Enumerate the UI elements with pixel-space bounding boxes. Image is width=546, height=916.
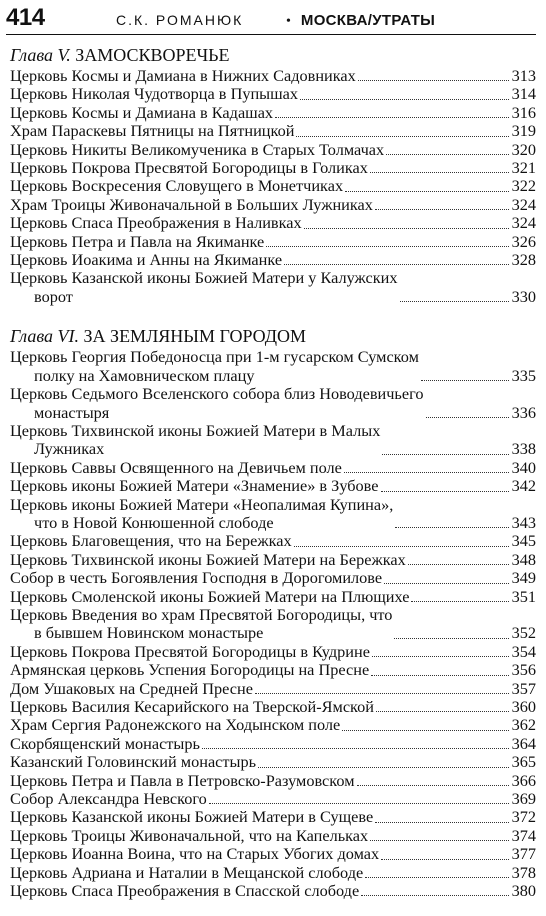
toc-chapter xyxy=(6,45,536,306)
toc-page-number: 365 xyxy=(511,752,536,772)
toc-entry-title xyxy=(10,882,359,900)
toc-list xyxy=(6,67,536,306)
toc-page-number: 324 xyxy=(511,194,536,214)
toc-entry-title-line1: Церковь Петра и Павла в Петровско-Разумовском xyxy=(10,770,355,790)
toc-entry-title xyxy=(10,269,398,306)
toc-entry-title xyxy=(10,643,370,661)
toc-page-number: 369 xyxy=(511,789,536,809)
toc-entry-title-line2: монастыря xyxy=(34,402,110,422)
toc-page-number: 322 xyxy=(511,176,536,196)
toc-entry xyxy=(10,233,536,251)
toc-entry-title-line1: Храм Сергия Радонежского на Ходынском поле xyxy=(10,715,341,735)
table-of-contents xyxy=(6,45,536,900)
toc-entry-title xyxy=(10,496,393,533)
toc-entry-title xyxy=(10,551,406,569)
toc-entry-title-line1: Церковь Воскресения Словущего в Монетчиках xyxy=(10,176,344,196)
toc-entry-title xyxy=(10,532,292,550)
toc-entry-title xyxy=(10,680,253,698)
toc-entry xyxy=(10,753,536,771)
dot-leader xyxy=(358,80,509,81)
toc-page-number: 313 xyxy=(511,66,536,85)
toc-page-number: 360 xyxy=(511,697,536,716)
toc-entry-title-line1: Церковь Тихвинской иконы Божией Матери в Малых xyxy=(10,420,381,440)
toc-entry-title xyxy=(10,661,369,679)
toc-entry-title xyxy=(10,588,409,606)
dot-leader xyxy=(371,675,509,676)
toc-entry-title-line1: Церковь Николая Чудотворца в Пупышах xyxy=(10,84,299,104)
toc-entry xyxy=(10,827,536,845)
toc-list xyxy=(6,348,536,900)
toc-entry xyxy=(10,67,536,85)
toc-entry xyxy=(10,496,536,533)
toc-page-number: 320 xyxy=(511,139,536,159)
dot-leader xyxy=(411,601,509,602)
toc-entry-title-line1: Церковь Василия Кесарийского на Тверской-Ямской xyxy=(10,697,374,716)
toc-entry xyxy=(10,214,536,232)
toc-entry xyxy=(10,196,536,214)
toc-entry-title xyxy=(10,735,200,753)
toc-entry xyxy=(10,385,536,422)
toc-entry xyxy=(10,588,536,606)
toc-entry xyxy=(10,532,536,550)
book-page xyxy=(0,4,546,916)
toc-page-number: 364 xyxy=(511,733,536,753)
toc-entry-title xyxy=(10,772,355,790)
toc-entry-title-line1: Храм Троицы Живоначальной в Больших Лужниках xyxy=(10,194,373,214)
toc-page-number: 374 xyxy=(511,825,536,845)
header-separator: • xyxy=(286,14,291,29)
toc-entry-title xyxy=(10,67,356,85)
dot-leader xyxy=(381,859,509,860)
toc-entry-title-line1: Церковь Спаса Преображения в Наливках xyxy=(10,213,302,233)
toc-entry-title-line1: Церковь иконы Божией Матери «Неопалимая Купина», xyxy=(10,494,394,514)
dot-leader xyxy=(384,583,509,584)
dot-leader xyxy=(258,767,509,768)
toc-entry-title-line1: Церковь Никиты Великомученика в Старых Толмачах xyxy=(10,139,385,159)
toc-entry-title-line1: Церковь Троицы Живоначальной, что на Капельках xyxy=(10,825,369,845)
toc-page-number: 321 xyxy=(511,158,536,178)
dot-leader xyxy=(370,840,509,841)
toc-entry-title-line1: Церковь Космы и Дамиана в Кадашах xyxy=(10,102,274,122)
dot-leader xyxy=(345,191,509,192)
page-number: 414 xyxy=(6,4,45,31)
toc-entry xyxy=(10,845,536,863)
toc-entry-title xyxy=(10,233,264,251)
toc-page-number: 352 xyxy=(511,623,536,643)
dot-leader xyxy=(361,895,509,896)
toc-entry-title xyxy=(10,477,379,495)
toc-entry-title xyxy=(10,141,384,159)
toc-entry-title-line1: Церковь Космы и Дамиана в Нижних Садовниках xyxy=(10,66,356,85)
dot-leader xyxy=(304,228,509,229)
toc-page-number: 335 xyxy=(511,365,536,385)
dot-leader xyxy=(275,117,509,118)
toc-entry xyxy=(10,348,536,385)
toc-entry-title-line1: Храм Параскевы Пятницы на Пятницкой xyxy=(10,121,295,141)
toc-entry-title xyxy=(10,845,379,863)
dot-leader xyxy=(386,154,509,155)
toc-entry-title-line1: Церковь Покрова Пресвятой Богородицы в Голиках xyxy=(10,158,368,178)
toc-page-number: 338 xyxy=(511,439,536,459)
toc-entry-title xyxy=(10,104,273,122)
toc-entry-title xyxy=(10,348,419,385)
toc-page-number: 378 xyxy=(511,862,536,882)
toc-entry-title xyxy=(10,827,368,845)
dot-leader xyxy=(296,136,509,137)
toc-entry xyxy=(10,122,536,140)
dot-leader xyxy=(202,748,509,749)
chapter-label: Глава VI. xyxy=(10,326,80,347)
toc-entry xyxy=(10,251,536,269)
toc-page-number: 372 xyxy=(511,807,536,827)
toc-entry-title xyxy=(10,606,392,643)
toc-entry-title xyxy=(10,85,298,103)
toc-page-number: 351 xyxy=(511,586,536,606)
dot-leader xyxy=(381,491,509,492)
toc-entry xyxy=(10,882,536,900)
dot-leader xyxy=(357,785,509,786)
toc-entry-title-line2: Лужниках xyxy=(34,439,105,459)
toc-entry-title-line1: Церковь Казанской иконы Божией Матери в Сущеве xyxy=(10,807,374,827)
toc-entry-title-line1: Церковь Иоанна Воина, что на Старых Убогих домах xyxy=(10,844,380,864)
toc-entry xyxy=(10,808,536,826)
toc-entry-title-line1: Церковь Введения во храм Пресвятой Богородицы, что xyxy=(10,604,393,624)
chapter-heading xyxy=(10,45,536,66)
dot-leader xyxy=(395,527,509,528)
toc-page-number: 319 xyxy=(511,121,536,141)
toc-entry xyxy=(10,716,536,734)
toc-entry-title xyxy=(10,196,373,214)
chapter-title: ЗАМОСКВОРЕЧЬЕ xyxy=(75,45,230,65)
toc-page-number: 362 xyxy=(511,715,536,735)
toc-entry xyxy=(10,698,536,716)
toc-entry xyxy=(10,459,536,477)
toc-entry-title-line1: Церковь Смоленской иконы Божией Матери на Плющихе xyxy=(10,586,410,606)
toc-page-number: 377 xyxy=(511,844,536,864)
toc-entry-title xyxy=(10,716,340,734)
chapter-heading xyxy=(10,326,536,347)
toc-page-number: 316 xyxy=(511,102,536,122)
toc-page-number: 345 xyxy=(511,531,536,551)
toc-entry-title xyxy=(10,864,363,882)
toc-entry-title xyxy=(10,569,382,587)
dot-leader xyxy=(382,454,509,455)
dot-leader xyxy=(372,656,509,657)
toc-entry xyxy=(10,569,536,587)
toc-entry-title-line1: Церковь Саввы Освященного на Девичьем поле xyxy=(10,457,342,477)
dot-leader xyxy=(426,417,509,418)
toc-page-number: 324 xyxy=(511,213,536,233)
toc-entry xyxy=(10,551,536,569)
toc-entry-title xyxy=(10,790,207,808)
toc-page-number: 336 xyxy=(511,402,536,422)
toc-entry xyxy=(10,477,536,495)
dot-leader xyxy=(344,472,509,473)
toc-entry-title xyxy=(10,808,373,826)
toc-page-number: 356 xyxy=(511,660,536,680)
toc-page-number: 357 xyxy=(511,678,536,698)
dot-leader xyxy=(400,301,510,302)
toc-entry-title-line1: Армянская церковь Успения Богородицы на Пресне xyxy=(10,660,370,680)
toc-entry-title xyxy=(10,122,294,140)
author-name: С.К. РОМАНЮК xyxy=(116,12,244,28)
toc-entry-title-line1: Церковь Казанской иконы Божией Матери у Калужских xyxy=(10,268,398,288)
toc-entry-title-line1: Скорбященский монастырь xyxy=(10,733,200,753)
toc-page-number: 348 xyxy=(511,549,536,569)
toc-entry-title-line1: Церковь Адриана и Наталии в Мещанской слободе xyxy=(10,862,364,882)
toc-entry-title xyxy=(10,698,374,716)
toc-entry xyxy=(10,159,536,177)
toc-page-number: 328 xyxy=(511,250,536,270)
dot-leader xyxy=(408,564,509,565)
dot-leader xyxy=(294,546,509,547)
toc-entry xyxy=(10,422,536,459)
toc-entry-title-line1: Собор в честь Богоявления Господня в Дорогомилове xyxy=(10,568,383,588)
dot-leader xyxy=(209,803,509,804)
dot-leader xyxy=(376,711,509,712)
toc-entry-title-line1: Церковь Благовещения, что на Бережках xyxy=(10,531,292,551)
toc-entry-title-line1: Церковь Иоакима и Анны на Якиманке xyxy=(10,250,283,270)
toc-entry-title-line1: Собор Александра Невского xyxy=(10,789,207,809)
toc-page-number: 340 xyxy=(511,457,536,477)
toc-entry xyxy=(10,104,536,122)
dot-leader xyxy=(342,730,509,731)
toc-entry-title-line1: Церковь Спаса Преображения в Спасской слободе xyxy=(10,881,360,901)
toc-page-number: 343 xyxy=(511,512,536,532)
toc-entry-title-line1: Дом Ушаковых на Средней Пресне xyxy=(10,678,253,698)
toc-entry xyxy=(10,864,536,882)
toc-entry-title xyxy=(10,177,343,195)
toc-entry-title-line1: Церковь Покрова Пресвятой Богородицы в Кудрине xyxy=(10,641,370,661)
toc-entry-title-line2: полку на Хамовническом плацу xyxy=(34,365,255,385)
toc-entry-title-line1: Церковь Петра и Павла на Якиманке xyxy=(10,231,265,251)
toc-entry-title xyxy=(10,459,342,477)
toc-entry-title xyxy=(10,422,380,459)
dot-leader xyxy=(266,246,509,247)
toc-entry-title-line2: что в Новой Конюшенной слободе xyxy=(34,512,274,532)
toc-entry xyxy=(10,735,536,753)
toc-entry-title-line1: Церковь Седьмого Вселенского собора близ Новодевичьего xyxy=(10,384,424,404)
toc-entry xyxy=(10,177,536,195)
toc-entry xyxy=(10,680,536,698)
toc-entry xyxy=(10,643,536,661)
toc-entry-title-line1: Церковь Георгия Победоносца при 1-м гусарском Сумском xyxy=(10,347,419,367)
toc-page-number: 342 xyxy=(511,476,536,496)
dot-leader xyxy=(284,264,509,265)
toc-page-number: 314 xyxy=(511,84,536,104)
toc-entry-title xyxy=(10,753,256,771)
toc-page-number: 349 xyxy=(511,568,536,588)
book-title: МОСКВА/УТРАТЫ xyxy=(300,12,436,29)
toc-page-number: 380 xyxy=(511,881,536,901)
toc-chapter xyxy=(6,326,536,900)
dot-leader xyxy=(421,380,509,381)
toc-entry xyxy=(10,661,536,679)
toc-page-number: 366 xyxy=(511,770,536,790)
toc-entry-title xyxy=(10,214,302,232)
toc-page-number: 330 xyxy=(511,286,536,306)
toc-entry xyxy=(10,269,536,306)
dot-leader xyxy=(370,172,509,173)
dot-leader xyxy=(375,822,509,823)
dot-leader xyxy=(394,638,509,639)
dot-leader xyxy=(255,693,509,694)
dot-leader xyxy=(365,877,509,878)
toc-entry xyxy=(10,790,536,808)
toc-entry-title-line2: в бывшем Новинском монастыре xyxy=(34,623,264,643)
toc-entry-title-line1: Церковь иконы Божией Матери «Знамение» в Зубове xyxy=(10,476,379,496)
running-head xyxy=(6,4,536,35)
toc-page-number: 326 xyxy=(511,231,536,251)
toc-entry-title-line1: Казанский Головинский монастырь xyxy=(10,752,257,772)
toc-entry-title-line1: Церковь Тихвинской иконы Божией Матери на Бережках xyxy=(10,549,406,569)
toc-page-number: 354 xyxy=(511,641,536,661)
toc-entry xyxy=(10,141,536,159)
toc-entry-title xyxy=(10,159,368,177)
dot-leader xyxy=(300,99,509,100)
toc-entry xyxy=(10,85,536,103)
chapter-title: ЗА ЗЕМЛЯНЫМ ГОРОДОМ xyxy=(83,326,307,347)
toc-entry-title-line2: ворот xyxy=(34,286,73,306)
toc-entry xyxy=(10,772,536,790)
toc-entry xyxy=(10,606,536,643)
toc-entry-title xyxy=(10,251,282,269)
dot-leader xyxy=(375,209,509,210)
chapter-label: Глава V. xyxy=(10,45,71,65)
toc-entry-title xyxy=(10,385,424,422)
